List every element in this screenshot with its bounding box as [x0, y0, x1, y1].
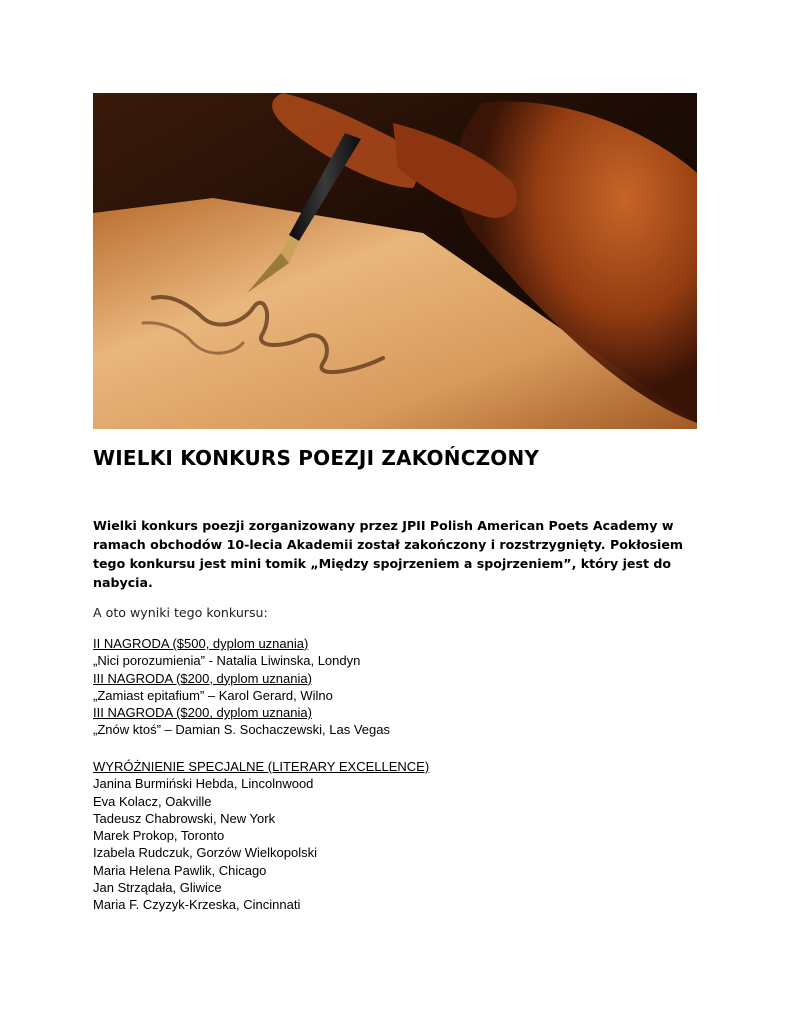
- intro-paragraph: Wielki konkurs poezji zorganizowany przez JPII Polish American Poets Academy w ramach obchodów 10-lecia Akademii został zakończony i rozstrzygnięty. Pokłosiem tego konkursu jest mini tomik „Między spojrzeniem a spojrzeniem”, który jest do nabycia.: [93, 518, 684, 590]
- prize-heading: III NAGRODA ($200, dyplom uznania): [93, 670, 312, 686]
- prize-heading: II NAGRODA ($500, dyplom uznania): [93, 636, 309, 651]
- hero-image: [93, 93, 697, 429]
- special-name: Tadeusz Chabrowski, New York: [93, 810, 276, 826]
- prize-winner: „Nici porozumienia” - Natalia Liwinska, Londyn: [93, 653, 361, 669]
- special-mentions: [93, 758, 697, 914]
- special-heading: WYRÓŻNIENIE SPECJALNE (LITERARY EXCELLENCE): [93, 759, 430, 774]
- special-name: Izabela Rudczuk, Gorzów Wielkopolski: [93, 845, 317, 861]
- prize-list: [93, 635, 697, 739]
- prize-winner: „Zamiast epitafium” – Karol Gerard, Wilno: [93, 687, 333, 703]
- special-name: Marek Prokop, Toronto: [93, 828, 225, 844]
- pen-writing-illustration: [93, 93, 697, 429]
- special-name: Janina Burmiński Hebda, Lincolnwood: [93, 776, 314, 792]
- prize-winner: „Znów ktoś” – Damian S. Sochaczewski, Las Vegas: [93, 722, 390, 738]
- special-name: Eva Kolacz, Oakville: [93, 793, 212, 809]
- special-name: Maria F. Czyzyk-Krzeska, Cincinnati: [93, 897, 301, 913]
- special-name: Maria Helena Pawlik, Chicago: [93, 862, 267, 878]
- prize-heading: III NAGRODA ($200, dyplom uznania): [93, 705, 312, 721]
- results-intro: A oto wyniki tego konkursu:: [93, 605, 268, 620]
- page-title: WIELKI KONKURS POEZJI ZAKOŃCZONY: [93, 446, 540, 470]
- special-name: Jan Strządała, Gliwice: [93, 880, 222, 896]
